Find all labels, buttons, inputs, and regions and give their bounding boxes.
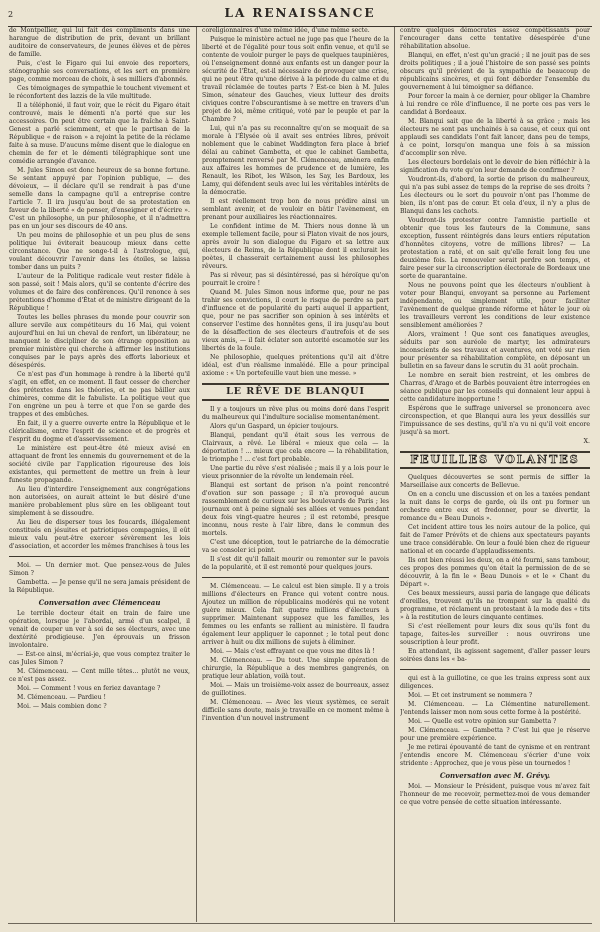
column-divider bbox=[196, 27, 197, 922]
dialogue-line: Moi. — Mais combien donc ? bbox=[17, 703, 107, 710]
paragraph: Voudront-ils, d'abord, la sortie de prison du malheureux, qui n'a pas subi assez de temps de la reprise de ses droits ? Les électeurs ou le sort du pouvoir n'ont pas l'homme de bien, ils n'ont pas de cœur. Et cela d'eux, il n'y a plus de Blanqui dans les cachots. bbox=[400, 176, 590, 215]
dialogue-line: Moi. — Monsieur le Président, puisque vous m'avez fait l'honneur de me recevoir, permettez-moi de vous demander ce que votre pensée de cette situation intéressante. bbox=[400, 783, 590, 806]
paragraph: coreligionnaires d'une même idée, d'une même secte. bbox=[202, 27, 370, 34]
dialogue-line: — Est-ce ainsi, m'écriai-je, que vous comptez traiter le cas Jules Simon ? bbox=[9, 651, 190, 666]
masthead bbox=[0, 4, 600, 24]
signature: X. bbox=[583, 438, 590, 445]
article-title-reve-de-blanqui: LE RÊVE DE BLANQUI bbox=[202, 383, 389, 401]
paragraph: Quand M. Jules Simon nous informe que, pour ne pas trahir ses convictions, il court le risque de perdre sa part d'influence et de popularité du parti auquel il appartient, que, pour ne pas sacrifier son opinion à ses intérêts et conserver l'estime des honnêtes gens, il ira jusqu'au bout de la désaffection de ses électeurs d'autrefois et de ses vieux amis, — il fait éclater son autorité escamotée sur les libertés de la foule. bbox=[202, 289, 389, 352]
paragraph: Il a téléphonié, il faut voir, que le récit du Figaro était controuvé, mais le démenti n'a porté que sur les accessoires. On peut être certain que la fraîche à Saint-Genest a parlé sciemment, et que le partisan de la République « de raison » a rejoint la petite de la réclame faite à sa muse. D'aucuns même disent que le dialogue en chemin de fer et le démenti télégraphique sont une comédie arrangée d'avance. bbox=[9, 102, 190, 165]
dialogue-line: Moi. — Et cet instrument se nommera ? bbox=[408, 692, 533, 699]
section-rule bbox=[400, 669, 590, 670]
paragraph: Il y a toujours un rêve plus ou moins doré dans l'esprit du malheureux qui l'indulture socialise momentanément. bbox=[202, 406, 389, 421]
dialogue-line: M. Clémenceau. — Pardieu ! bbox=[17, 694, 106, 701]
dialogue-line: qui est à la guillotine, ce que les trains express sont aux diligences. bbox=[400, 675, 590, 690]
paragraph: Si c'est réellement pour leurs dix sous qu'ils font du tapage, faites-les surveiller : nous ouvrirons une souscription à leur profit. bbox=[400, 623, 590, 646]
paragraph: M. Jules Simon est donc heureux de sa bonne fortune. Se sentant appuyé par l'opinion publique, — des dévoieux, — il déclare qu'il se rendrait à pas d'une semelle dans la campagne qu'il a entreprise contre l'article 7. Il ira jusqu'au bout de sa protestation en faveur de la liberté « de penser, d'enseigner et d'écrire ». C'est un philosophe, un pur philosophe, et il n'admettra pas en un jour ses discours de 40 ans. bbox=[9, 167, 190, 230]
paragraph: Pour forcer la main à ce dernier, pour obliger la Chambre à lui rendre ce rôle d'influence, il ne porte ces pas vers le candidat à Bordeaux. bbox=[400, 93, 590, 116]
paragraph: Il s'est dit qu'il fallait mourir ou remonter sur le pavois de la popularité, et il est remonté pour quelques jours. bbox=[202, 556, 389, 571]
paragraph: Ces témoignages de sympathie le touchent vivement et le réconfortent des lazzis de la vile multitude. bbox=[9, 85, 190, 100]
paragraph: Espérons que le suffrage universel se prononcera avec circonspection, et que Blanqui aura les yeux dessillés sur l'impuissance de ses destins, qu'il n'a vu ni qu'il voit encore jusqu'à sa mort. bbox=[400, 405, 590, 436]
paragraph: Il est réellement trop bon de nous prédire ainsi un semblant avenir, et de vouloir en bâtir l'avènement, en prenant pour auxiliaires les réactionnaires. bbox=[202, 198, 389, 221]
paragraph: Ces beaux messieurs, aussi paria de langage que délicats d'oreilles, trouvent qu'ils ne trompent sur la qualité du programme, et réclament un protestant à la mode des « tits » à la restitution de leurs cinquante centimes. bbox=[400, 590, 590, 621]
paragraph: Ne philosophie, quelques prétentions qu'il ait d'être idéal, est d'un réalisme inmalédé. Elle a pour principal axiome : « Un portefeuille vaut bien une messe. » bbox=[202, 354, 389, 377]
paragraph: Nous ne pouvons point que les électeurs n'oublient à voter pour Blanqui, envoyant sa personne au Parlement indépendante, ou simplement utile, pour faciliter l'avènement de quelque grande réforme et hâter le jour où les travailleurs verront les conditions de leur existence sensiblement améliorées ? bbox=[400, 282, 590, 329]
paragraph: L'auteur de la Politique radicale veut rester fidèle à son passé, soit ! Mais alors, qu'il se contente d'écrire des volumes et de faire des conférences. Qu'il renonce à ses prétentions d'homme d'État et de ministre dirigeant de la République ! bbox=[9, 273, 190, 312]
section-heading: Conversation avec M. Grévy. bbox=[439, 771, 551, 780]
paragraph: Les électeurs bordelais ont le devoir de bien réfléchir à la signification du vote qu'on leur demande de confirmer ? bbox=[400, 159, 590, 174]
dialogue-line: Gambetta. — Je pense qu'il ne sera jamais président de la République. bbox=[9, 579, 190, 594]
paragraph: C'est une déception, tout le patriarche de la démocratie va se consoler ici point. bbox=[202, 539, 389, 554]
column-3 bbox=[400, 27, 590, 922]
section-rule bbox=[9, 556, 190, 557]
paragraph: Au lieu d'interdire l'enseignement aux congrégations non autorisées, on aurait atteint le but désiré d'une manière probablement plus sûre en les obligeant tout simplement à se dissoudre. bbox=[9, 486, 190, 517]
page-number: 2 bbox=[8, 10, 14, 19]
paragraph: Le ministère est peut-être été mieux avisé en attaquant de front les ennemis du gouvernement et de la société civile par l'application rigoureuse des lois existantes, qui permettent de mettre un frein à leur funeste propagande. bbox=[9, 445, 190, 484]
dialogue-line: M. Clémenceau. — Du tout. Une simple opération de chirurgie, la République a des membres gangrenés, on pratique leur ablation, voilà tout. bbox=[202, 657, 389, 680]
paragraph: Alors qu'un Gaspard, un épicier toujours. bbox=[210, 423, 339, 430]
paragraph: Blanqui, pendant qu'il était sous les verrous de Clairvaux, a rêvé. Le libéral « mieux que cela — la déportation ! ... mieux que cela encore — la réhabilitation, le triomphe ! ... c'est fort probable. bbox=[202, 432, 389, 463]
dialogue-line: M. Clémenceau. — La Clémentine naturellement. J'entends laisser mon nom sous cette forme à la postérité. bbox=[400, 701, 590, 716]
column-1 bbox=[9, 27, 190, 922]
section-rule bbox=[202, 577, 389, 578]
section-heading: Conversation avec Clémenceau bbox=[38, 598, 161, 607]
paragraph: Ils ont bien réussi les deux, on a été fourni, sans tambour, ces propos des pommes qu'on était la permission de de se découvrir, à la fin le « Beau Dunois » et le « Chant du Départ ». bbox=[400, 557, 590, 588]
dialogue-line: M. Clémenceau. — Gambetta ? C'est lui que je réserve pour une première expérience. bbox=[400, 727, 590, 742]
paragraph: contre quelques démocrates assez compétissants pour l'encourager dans cette tentative désespérée d'une réhabilitation absolue. bbox=[400, 27, 590, 50]
footer-rule bbox=[8, 923, 592, 924]
dialogue-line: M. Clémenceau. — Cent mille têtes... plutôt ne veux, ce n'est pas assez. bbox=[9, 668, 190, 683]
paragraph: Puisque le ministère actuel ne juge pas que l'heure de la liberté et de l'égalité pour tous soit enfin venue, et qu'il se contente de vouloir purger le pays de quelques taupinières, où l'enseignement donné aux enfants est un danger pour la sécurité de l'État, est-il nécessaire de provoquer une crise, qui ne peut être qu'une dérive à la période du calme et du travail réclamée de toutes parts ? Est-ce bien à M. Jules Simon, sénateur des Gauches, vieux lutteur des droits civiques contre l'obscurantisme à se mettre en travers d'un projet de loi, même critiqué, voté par le peuple et par la Chambre ? bbox=[202, 36, 389, 123]
paragraph: Cet incident attire tous les noirs autour de la police, qui fait de l'amer Prévôts et de chiens aux spectateurs payants une trace considérable. On leur a foulé bien chez de rigueur national et en cocarde d'applaudissements. bbox=[400, 524, 590, 555]
paragraph: On en a conclu une discussion et on les a taxées pendant la nuit dans le corps de garde, où ils ont pu former un orchestre entre eux et fredonner, pour se divertir, la romance du « Beau Dunois ». bbox=[400, 491, 590, 522]
paragraph: Au lieu de disperser tous les foucards, illégalement constitués en jésuites et patriotiques compagnies, il eût mieux valu peut-être exercer sévèrement les lois d'association, et accorder les mêmes franchises à tous les bbox=[9, 519, 190, 550]
dialogue-line: M. Clémenceau. — Le calcul est bien simple. Il y a trois millions d'électeurs en France qui votent contre nous. Ajoutez un million de républicains modérés qui ne votent guère mieux. Cela fait quatre millions d'électeurs à supprimer. Maintenant supposez que les familles, les femmes ou les enfants se rallient au ministère. Il faudra également leur appliquer le caponnet ; le total peut donc arriver à huit ou dix millions de sujets à éliminer. bbox=[202, 583, 389, 646]
paragraph: Quelques découvertes se sont permis de siffler la Marseillaise aux concerts de Bellevue. bbox=[400, 474, 590, 489]
paragraph: Le nombre en serait bien restreint, et les ombres de Charras, d'Arago et de Barbès pouvaient être interrogées en séance publique par les conseils qui donnaient leur appui à cette candidature inopportune ! bbox=[400, 372, 590, 403]
dialogue-line: Moi. — Comment ! vous en feriez davantage ? bbox=[17, 685, 161, 692]
paragraph: Le confident intime de M. Thiers nous donne là un exemple tellement facile, pour si Platon vivait de nos jours, après avoir lu son dialogue du Figaro et sa lettre aux électeurs de Reims, de la République dont il exclurait les poètes, il chasserait certainement aussi les philosophes rêveurs. bbox=[202, 223, 389, 270]
column-divider bbox=[394, 27, 395, 922]
paragraph: M. Blanqui sait que de la liberté à sa grâce ; mais les électeurs ne sont pas unchainés à sa cause, et ceux qui ont applaudi ses candidats l'ont fait lancer, dans peu de temps, à ce point, lorsqu'on manqua une fois à sa mission d'accomplir son rêve. bbox=[400, 118, 590, 157]
paragraph: En fait, il y a guerre ouverte entre la République et le cléricalisme, entre l'esprit de science et de progrès et l'esprit du dogme et d'asservissement. bbox=[9, 420, 190, 443]
paragraph: Pas si rêveur, pas si désintéressé, pas si héroïque qu'on pourrait le croire ! bbox=[202, 272, 389, 287]
dialogue-line: Je me retirai épouvanté de tant de cynisme et en rentrant j'entendis encore M. Clémenceau s'écrier d'une voix stridente : Approchez, que je vous pèse un tournedos ! bbox=[400, 744, 590, 767]
paragraph: de Montpellier, qui lui fait des compliments dans une harangue de distribution de prix, devant un brillant auditoire de conservateurs, de jeunes élèves et de pères de famille. bbox=[9, 27, 190, 58]
article-title-feuilles-volantes: FEUILLES VOLANTES bbox=[400, 451, 590, 469]
paragraph: En attendant, ils agissent sagement, d'aller passer leurs soirées dans les « ba- bbox=[400, 648, 590, 663]
paragraph: Alors, vraiment ! Que sont ces fanatiques aveugles, séduits par son auréole de martyr, les admirateurs inconscients de ses travaux et aventures, ont voté sur rien pour présenter sa réhabilitation complète, en déposant un bulletin en sa faveur dans le scrutin du 31 août prochain. bbox=[400, 331, 590, 370]
paragraph: Lui, qui n'a pas su reconnaître qu'on se moquait de sa morale à l'Élysée où il avait ses entrées libres, prévoit noblement que le cabinet Waddington fera place à brief délai au cabinet Gambetta, et que le cabinet Gambetta, promptement renversé par M. Clémenceau, amènera enfin aux affaires les hommes de prudence et de lumière, les Renault, les Ribot, les Wilson, les Say, les Bardoux, les Lamy, qui défendent seuls avec lui les véritables intérêts de la démocratie. bbox=[202, 125, 389, 196]
paragraph: Puis, c'est le Figaro qui lui envoie des reporters, sténographie ses conversations, et les sert en première page, comme morceau de choix, à ses milliers d'abonnés. bbox=[9, 60, 190, 83]
paragraph: Le terrible docteur était en train de faire une opération, lorsque je l'abordai, armé d'un scalpel, il venait de couper un ver à soi de ses électeurs, avec une dextérité prodigieuse. J'en éprouvais un frisson involontaire. bbox=[9, 610, 190, 649]
paragraph: Une partie du rêve s'est réalisée ; mais il y a lois pour le vieux prisonnier de la révolte un lendemain réel. bbox=[202, 465, 389, 480]
column-2 bbox=[202, 27, 389, 922]
dialogue-line: Moi. — Mais c'est effrayant ce que vous me dites là ! bbox=[210, 648, 375, 655]
paragraph: Blanqui, en effet, n'est qu'un gracié ; il ne jouit pas de ses droits politiques ; il a joué l'histoire de son passé ses points obscurs qu'il prévient de la sympathie de beaucoup de républicains sincères, et qui font déborder l'ensemble du gouvernement à lui témoigner sa défiance. bbox=[400, 52, 590, 91]
paragraph: Blanqui est sortant de prison n'a point rencontré d'ovation sur son passage ; il n'a provoqué aucun rassemblement de curieux sur les boulevards de Paris ; les journaux ont à peine signalé ses allées et venues pendant deux fois vingt-quatre heures ; il est retombé, presque inconnu, nous reste à l'air libre, dans le commun des mortels. bbox=[202, 482, 389, 537]
paragraph: Voudront-ils protester contre l'amnistie partielle et obtenir que tous les fauteurs de la Commune, sans exception, fussent réintégrés dans leurs entiers réputation d'honnêtes citoyens, votre de millions libres? — La protestation a raté, et on sait qu'elle ferait long feu une deuxième fois. La renouveler serait perdre son temps, et faire peser sur la circonscription électorale de Bordeaux une sorte de quarantaine. bbox=[400, 217, 590, 280]
paragraph: Ce n'est pas d'un hommage à rendre à la liberté qu'il s'agit, en effet, en ce moment. Il faut cesser de chercher des prétextes dans les théories, et ne pas bâiller aux chimères, comme dit le fabuliste. La politique veut que l'on engrène un peu à terre et que l'on se garde des trappes et des embûches. bbox=[9, 371, 190, 418]
dialogue-line: Moi. — Un dernier mot. Que pensez-vous de Jules Simon ? bbox=[9, 562, 190, 577]
newspaper-title: LA RENAISSANCE bbox=[224, 6, 376, 20]
dialogue-line: Moi. — Mais un troisième-voix assez de bourreaux, assez de guillotines. bbox=[202, 682, 389, 697]
dialogue-line: M. Clémenceau. — Avec les vieux systèmes, ce serait difficile sans doute, mais je travaille en ce moment même à l'invention d'un nouvel instrument bbox=[202, 699, 389, 722]
paragraph: Un peu moins de philosophie et un peu plus de sens politique lui éviterait beaucoup mieux dans cette circonstance. Que ne songe-t-il à l'astrologue, qui, voulant découvrir l'avenir dans les étoiles, se laissa tomber dans un puits ? bbox=[9, 232, 190, 271]
paragraph: Toutes les belles phrases du monde pour couvrir son allure servile aux compétiteurs du 16 Mai, qui voient aujourd'hui en lui un cheval de renfort, un libérateur, ne manquent le discipliner de son étrange opposition au premier ministère qui cherche à affirmer les institutions conquises par le pays après des efforts laborieux et désespérés. bbox=[9, 314, 190, 369]
dialogue-line: Moi. — Quelle est votre opinion sur Gambetta ? bbox=[408, 718, 557, 725]
